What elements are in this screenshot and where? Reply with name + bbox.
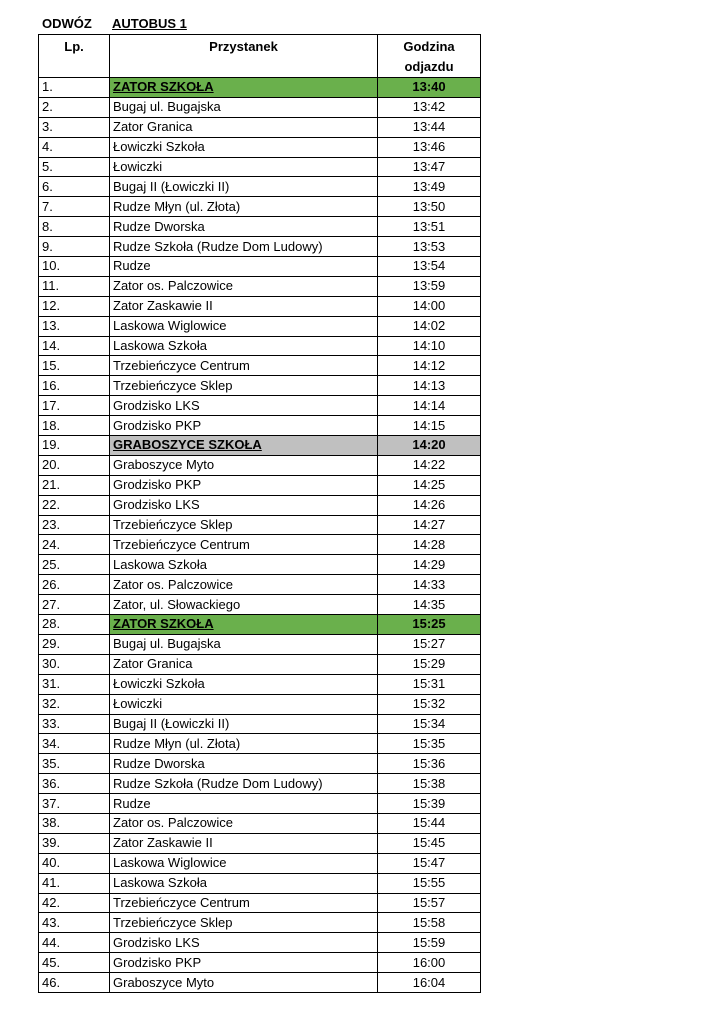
table-row [39,78,481,98]
lp-cell: 34. [39,734,110,754]
stop-cell: ZATOR SZKOŁA [110,78,378,98]
table-row [39,674,481,694]
table-row [39,953,481,973]
stop-cell: Rudze Szkoła (Rudze Dom Ludowy) [110,774,378,794]
stop-cell: Laskowa Szkoła [110,336,378,356]
stop-cell: Łowiczki [110,157,378,177]
table-row [39,535,481,555]
lp-cell: 27. [39,595,110,615]
time-cell: 15:36 [378,754,481,774]
table-row [39,137,481,157]
table-row [39,257,481,277]
stop-cell: Łowiczki Szkoła [110,674,378,694]
lp-cell: 36. [39,774,110,794]
lp-cell: 22. [39,495,110,515]
lp-cell: 31. [39,674,110,694]
time-cell: 15:38 [378,774,481,794]
stop-cell: Rudze [110,794,378,814]
lp-cell: 15. [39,356,110,376]
table-row [39,933,481,953]
stop-cell: Łowiczki Szkoła [110,137,378,157]
table-row [39,754,481,774]
time-cell: 15:27 [378,634,481,654]
lp-cell: 12. [39,296,110,316]
lp-cell: 25. [39,555,110,575]
time-cell: 13:51 [378,217,481,237]
lp-cell: 43. [39,913,110,933]
time-cell: 14:35 [378,595,481,615]
stop-cell: Graboszyce Myto [110,455,378,475]
lp-cell: 41. [39,873,110,893]
stop-cell: Zator os. Palczowice [110,813,378,833]
table-row [39,615,481,635]
lp-cell: 17. [39,396,110,416]
header-stop: Przystanek [110,35,378,78]
stop-cell: Grodzisko LKS [110,933,378,953]
lp-cell: 23. [39,515,110,535]
lp-cell: 7. [39,197,110,217]
table-row [39,794,481,814]
stop-cell: Zator Granica [110,117,378,137]
lp-cell: 14. [39,336,110,356]
stop-cell: Rudze Młyn (ul. Złota) [110,197,378,217]
table-row [39,654,481,674]
table-header-row [39,35,481,78]
stop-cell: Laskowa Wiglowice [110,853,378,873]
direction-label: ODWÓZ [42,16,92,31]
lp-cell: 5. [39,157,110,177]
time-cell: 15:31 [378,674,481,694]
table-row [39,296,481,316]
table-row [39,117,481,137]
stop-cell: Trzebieńczyce Centrum [110,535,378,555]
header-time [378,35,481,78]
stop-cell: Grodzisko PKP [110,953,378,973]
stop-cell: Trzebieńczyce Centrum [110,893,378,913]
time-cell: 15:45 [378,833,481,853]
time-cell: 14:20 [378,436,481,456]
lp-cell: 3. [39,117,110,137]
lp-cell: 45. [39,953,110,973]
table-row [39,336,481,356]
table-row [39,157,481,177]
lp-cell: 46. [39,973,110,993]
stop-cell: Zator, ul. Słowackiego [110,595,378,615]
table-row [39,734,481,754]
lp-cell: 11. [39,276,110,296]
stop-cell: Rudze [110,257,378,277]
schedule-rows [39,78,481,993]
stop-cell: Bugaj ul. Bugajska [110,634,378,654]
time-cell: 14:27 [378,515,481,535]
time-cell: 15:35 [378,734,481,754]
table-row [39,973,481,993]
time-cell: 14:29 [378,555,481,575]
time-cell: 15:29 [378,654,481,674]
time-cell: 14:22 [378,455,481,475]
table-row [39,913,481,933]
time-cell: 13:46 [378,137,481,157]
table-row [39,356,481,376]
stop-cell: Rudze Szkoła (Rudze Dom Ludowy) [110,237,378,257]
table-row [39,714,481,734]
table-row [39,455,481,475]
stop-cell: Laskowa Szkoła [110,555,378,575]
header-time-line2: odjazdu [404,59,454,74]
lp-cell: 16. [39,376,110,396]
table-row [39,276,481,296]
time-cell: 13:53 [378,237,481,257]
time-cell: 13:50 [378,197,481,217]
stop-cell: Zator Zaskawie II [110,833,378,853]
table-row [39,575,481,595]
lp-cell: 26. [39,575,110,595]
time-cell: 15:34 [378,714,481,734]
table-row [39,634,481,654]
stop-cell: Grodzisko PKP [110,475,378,495]
stop-cell: Zator Granica [110,654,378,674]
stop-cell: Trzebieńczyce Sklep [110,515,378,535]
table-row [39,416,481,436]
time-cell: 15:39 [378,794,481,814]
table-row [39,515,481,535]
lp-cell: 9. [39,237,110,257]
lp-cell: 37. [39,794,110,814]
time-cell: 13:42 [378,97,481,117]
time-cell: 14:12 [378,356,481,376]
stop-cell: Graboszyce Myto [110,973,378,993]
time-cell: 13:47 [378,157,481,177]
table-row [39,396,481,416]
table-row [39,595,481,615]
lp-cell: 1. [39,78,110,98]
lp-cell: 30. [39,654,110,674]
table-row [39,853,481,873]
header-time-line1: Godzina [403,39,455,54]
time-cell: 13:59 [378,276,481,296]
stop-cell: Bugaj II (Łowiczki II) [110,714,378,734]
time-cell: 15:25 [378,615,481,635]
stop-cell: Grodzisko LKS [110,495,378,515]
lp-cell: 19. [39,436,110,456]
lp-cell: 4. [39,137,110,157]
stop-cell: Łowiczki [110,694,378,714]
time-cell: 15:59 [378,933,481,953]
lp-cell: 24. [39,535,110,555]
stop-cell: Trzebieńczyce Sklep [110,376,378,396]
time-cell: 14:25 [378,475,481,495]
time-cell: 14:26 [378,495,481,515]
header-lp: Lp. [39,35,110,78]
bus-label: AUTOBUS 1 [112,16,187,31]
time-cell: 16:00 [378,953,481,973]
lp-cell: 13. [39,316,110,336]
time-cell: 15:55 [378,873,481,893]
stop-cell: Bugaj II (Łowiczki II) [110,177,378,197]
stop-cell: Zator os. Palczowice [110,575,378,595]
table-row [39,237,481,257]
time-cell: 13:40 [378,78,481,98]
table-row [39,475,481,495]
stop-cell: Laskowa Szkoła [110,873,378,893]
table-row [39,833,481,853]
time-cell: 14:33 [378,575,481,595]
lp-cell: 33. [39,714,110,734]
table-row [39,97,481,117]
lp-cell: 6. [39,177,110,197]
lp-cell: 35. [39,754,110,774]
table-row [39,774,481,794]
lp-cell: 21. [39,475,110,495]
stop-cell: Grodzisko LKS [110,396,378,416]
table-row [39,893,481,913]
time-cell: 14:13 [378,376,481,396]
stop-cell: GRABOSZYCE SZKOŁA [110,436,378,456]
table-row [39,873,481,893]
stop-cell: Rudze Dworska [110,217,378,237]
table-row [39,217,481,237]
schedule-table [38,34,481,993]
time-cell: 14:15 [378,416,481,436]
lp-cell: 42. [39,893,110,913]
stop-cell: Zator os. Palczowice [110,276,378,296]
lp-cell: 40. [39,853,110,873]
stop-cell: Trzebieńczyce Centrum [110,356,378,376]
stop-cell: Rudze Młyn (ul. Złota) [110,734,378,754]
stop-cell: Bugaj ul. Bugajska [110,97,378,117]
time-cell: 14:28 [378,535,481,555]
table-row [39,813,481,833]
lp-cell: 32. [39,694,110,714]
time-cell: 14:02 [378,316,481,336]
stop-cell: Trzebieńczyce Sklep [110,913,378,933]
time-cell: 15:32 [378,694,481,714]
lp-cell: 39. [39,833,110,853]
lp-cell: 8. [39,217,110,237]
time-cell: 15:44 [378,813,481,833]
lp-cell: 2. [39,97,110,117]
time-cell: 15:57 [378,893,481,913]
table-row [39,436,481,456]
time-cell: 13:54 [378,257,481,277]
lp-cell: 44. [39,933,110,953]
table-row [39,376,481,396]
time-cell: 14:00 [378,296,481,316]
time-cell: 14:10 [378,336,481,356]
time-cell: 13:44 [378,117,481,137]
table-row [39,177,481,197]
stop-cell: Grodzisko PKP [110,416,378,436]
stop-cell: Zator Zaskawie II [110,296,378,316]
stop-cell: ZATOR SZKOŁA [110,615,378,635]
time-cell: 13:49 [378,177,481,197]
lp-cell: 28. [39,615,110,635]
lp-cell: 10. [39,257,110,277]
table-row [39,495,481,515]
time-cell: 15:58 [378,913,481,933]
table-row [39,316,481,336]
lp-cell: 38. [39,813,110,833]
lp-cell: 29. [39,634,110,654]
lp-cell: 20. [39,455,110,475]
table-row [39,694,481,714]
stop-cell: Laskowa Wiglowice [110,316,378,336]
time-cell: 16:04 [378,973,481,993]
table-row [39,555,481,575]
stop-cell: Rudze Dworska [110,754,378,774]
table-row [39,197,481,217]
lp-cell: 18. [39,416,110,436]
time-cell: 15:47 [378,853,481,873]
time-cell: 14:14 [378,396,481,416]
